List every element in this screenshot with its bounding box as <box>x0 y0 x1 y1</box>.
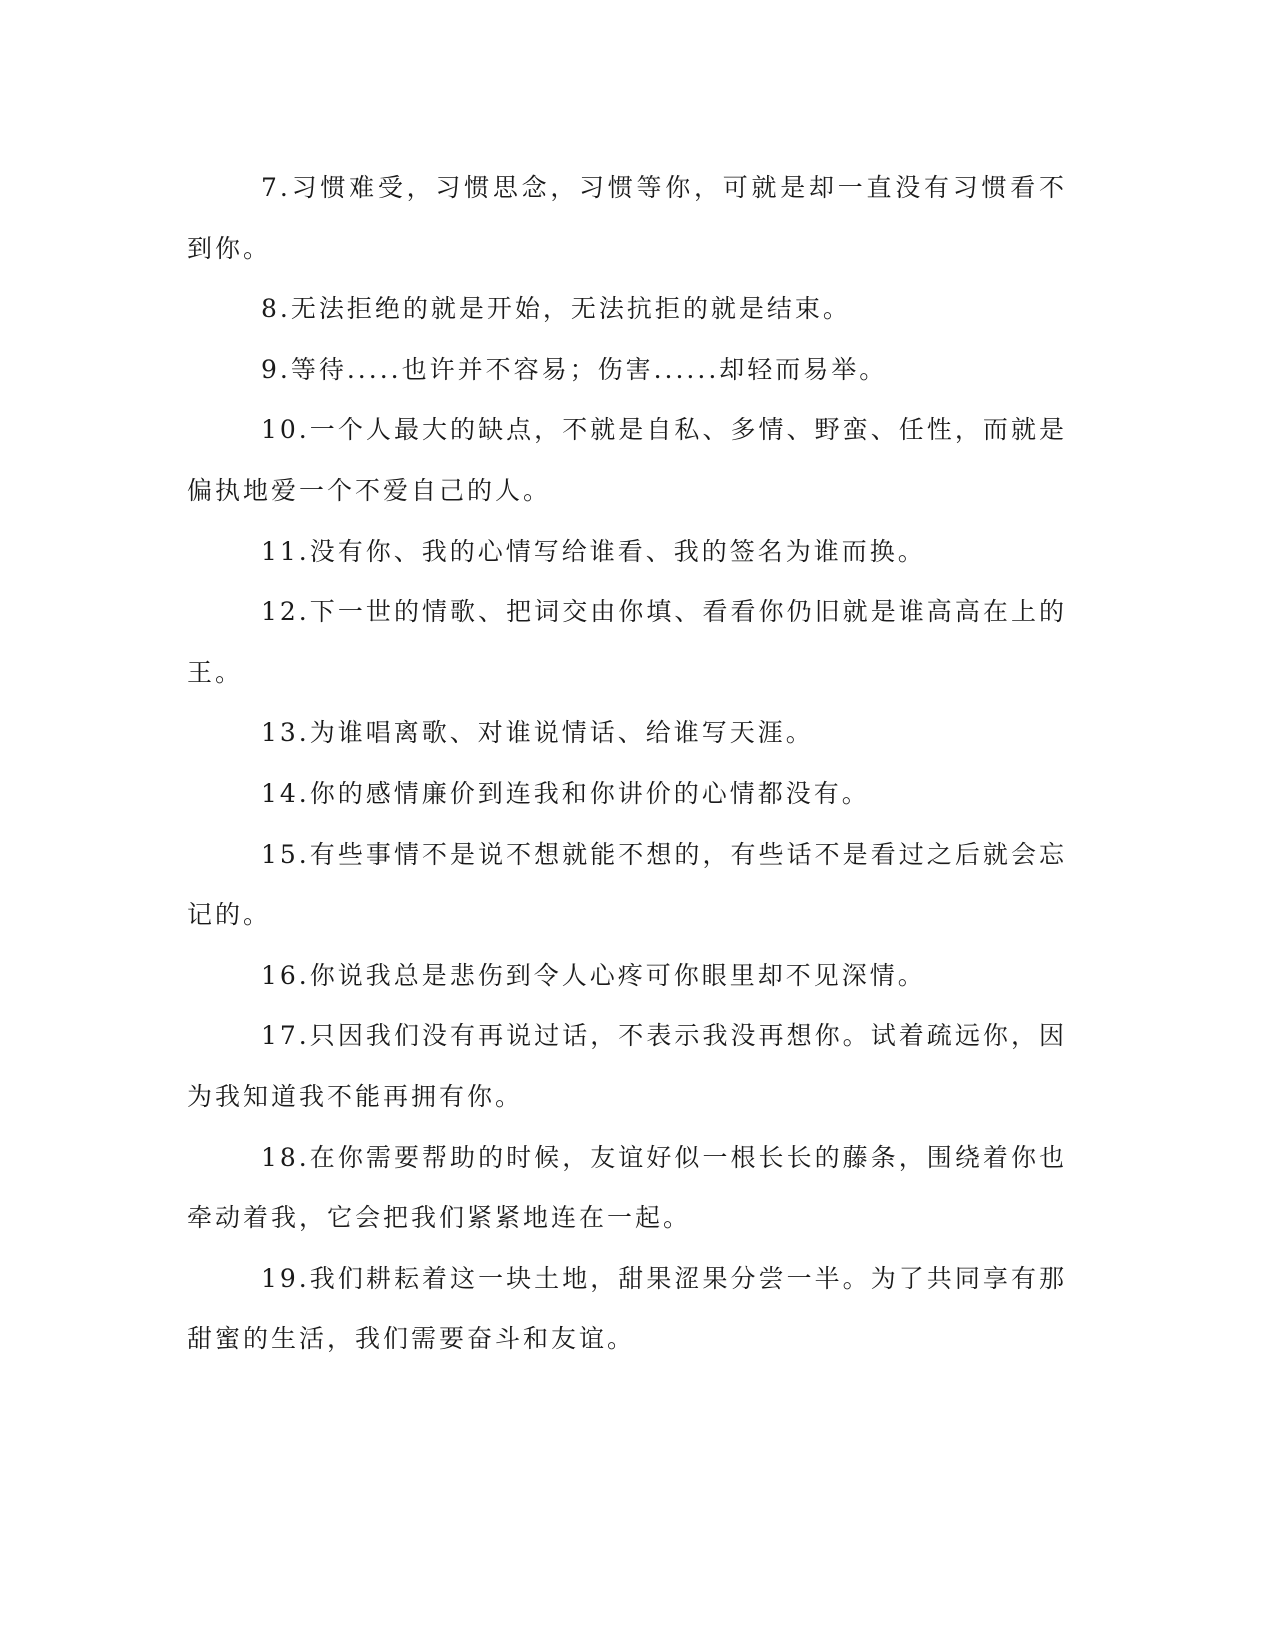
paragraph-12: 12.下一世的情歌、把词交由你填、看看你仍旧就是谁高高在上的王。 <box>187 597 1067 687</box>
paragraph-15: 15.有些事情不是说不想就能不想的，有些话不是看过之后就会忘记的。 <box>187 839 1067 930</box>
paragraph-16: 16.你说我总是悲伤到令人心疼可你眼里却不见深情。 <box>261 960 926 990</box>
paragraph-9: 9.等待.....也许并不容易；伤害......却轻而易举。 <box>261 354 888 384</box>
paragraph-19: 19.我们耕耘着这一块土地，甜果涩果分尝一半。为了共同享有那甜蜜的生活，我们需要奋斗和友谊。 <box>187 1263 1067 1354</box>
paragraph-8: 8.无法拒绝的就是开始，无法抗拒的就是结束。 <box>261 294 851 324</box>
paragraph-11: 11.没有你、我的心情写给谁看、我的签名为谁而换。 <box>261 536 926 566</box>
paragraph-17: 17.只因我们没有再说过话，不表示我没再想你。试着疏远你，因为我知道我不能再拥有你。 <box>187 1021 1067 1111</box>
paragraph-7: 7.习惯难受，习惯思念，习惯等你，可就是却一直没有习惯看不到你。 <box>187 173 1067 263</box>
document-body <box>187 158 1067 1370</box>
paragraph-10: 10.一个人最大的缺点，不就是自私、多情、野蛮、任性，而就是偏执地爱一个不爱自己的人。 <box>187 415 1067 505</box>
paragraph-13: 13.为谁唱离歌、对谁说情话、给谁写天涯。 <box>261 718 814 748</box>
paragraph-14: 14.你的感情廉价到连我和你讲价的心情都没有。 <box>261 778 870 808</box>
paragraph-18: 18.在你需要帮助的时候，友谊好似一根长长的藤条，围绕着你也牵动着我，它会把我们紧紧地连在一起。 <box>187 1142 1067 1233</box>
